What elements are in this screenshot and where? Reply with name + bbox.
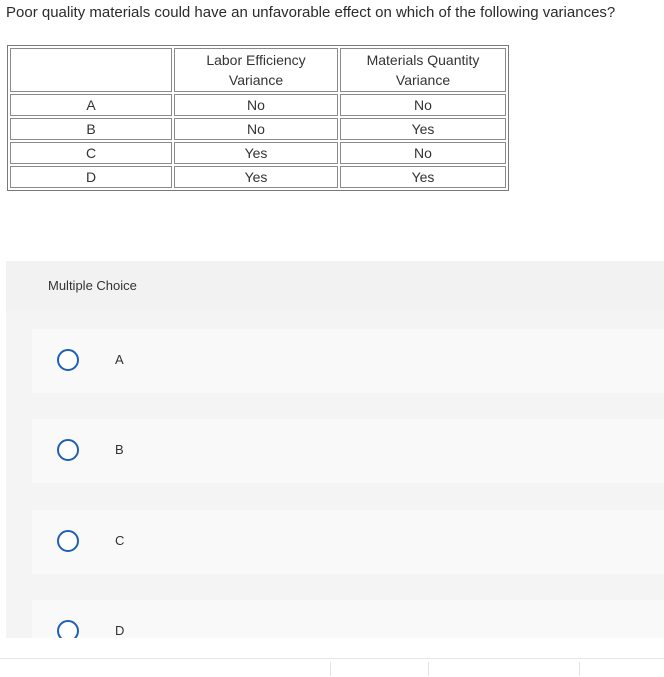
footer-divider [579, 662, 580, 676]
table-cell: No [340, 142, 506, 164]
table-header-empty [10, 48, 172, 92]
table-cell: Yes [174, 166, 338, 188]
header-line: Materials Quantity [366, 52, 480, 68]
choice-label: A [115, 352, 124, 367]
choice-option-a[interactable] [32, 329, 664, 393]
header-line: Variance [228, 72, 284, 88]
choice-label: C [115, 533, 125, 548]
header-line: Labor Efficiency [206, 52, 306, 68]
question-text: Poor quality materials could have an unfavorable effect on which of the following variances? [6, 4, 616, 21]
radio-button[interactable] [57, 530, 79, 552]
table-row [10, 94, 506, 116]
table-cell: Yes [174, 142, 338, 164]
answer-table [7, 45, 509, 191]
choices-panel [6, 311, 664, 638]
table-row [10, 118, 506, 140]
choice-option-d[interactable] [32, 600, 664, 638]
multiple-choice-title: Multiple Choice [48, 278, 137, 293]
footer-divider [428, 662, 429, 676]
table-cell: B [10, 118, 172, 140]
table-row [10, 166, 506, 188]
radio-button[interactable] [57, 349, 79, 371]
table-cell: C [10, 142, 172, 164]
choice-option-c[interactable] [32, 510, 664, 574]
radio-button[interactable] [57, 439, 79, 461]
radio-button[interactable] [57, 620, 79, 638]
table-header-row [10, 48, 506, 92]
header-line: Variance [395, 72, 451, 88]
table-cell: No [340, 94, 506, 116]
table-cell: No [174, 94, 338, 116]
choice-label: D [115, 623, 125, 638]
footer-divider [330, 662, 331, 676]
choice-option-b[interactable] [32, 419, 664, 483]
table-row [10, 142, 506, 164]
table-cell: No [174, 118, 338, 140]
table-header-labor-efficiency [174, 48, 338, 92]
choice-label: B [115, 442, 124, 457]
table-cell: Yes [340, 118, 506, 140]
table-cell: Yes [340, 166, 506, 188]
table-cell: D [10, 166, 172, 188]
multiple-choice-header [6, 261, 664, 311]
table-cell: A [10, 94, 172, 116]
table-header-materials-quantity [340, 48, 506, 92]
footer-bar [0, 658, 664, 677]
